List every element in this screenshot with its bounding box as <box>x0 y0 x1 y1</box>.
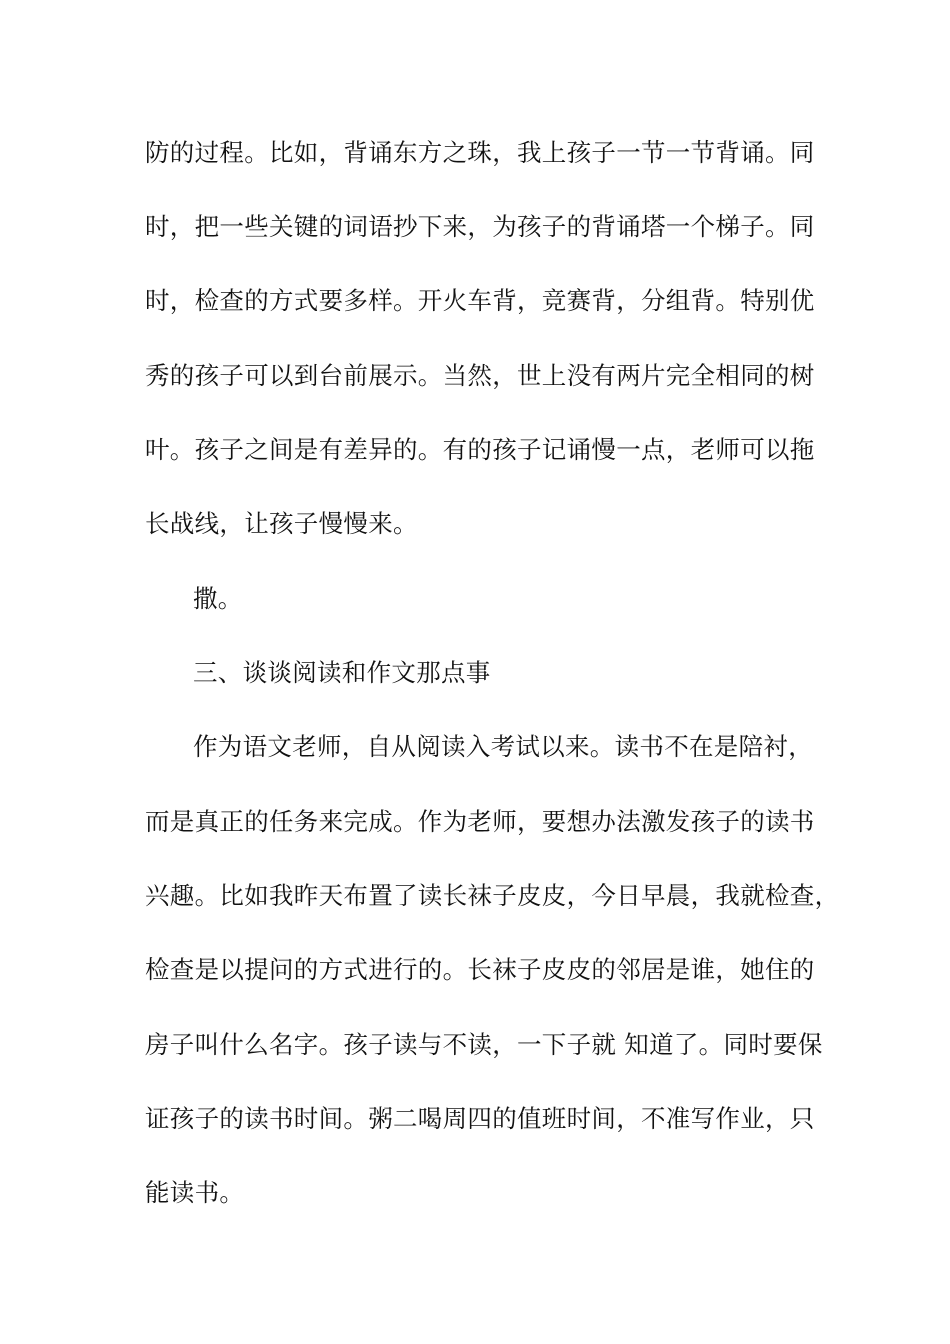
body-text-line: 叶。孩子之间是有差异的。有的孩子记诵慢一点，老师可以拖 <box>145 435 815 464</box>
body-text-line: 房子叫什么名字。孩子读与不读，一下子就 知道了。同时要保 <box>145 1030 823 1059</box>
body-text-line: 证孩子的读书时间。粥二喝周四的值班时间，不准写作业，只 <box>145 1104 815 1133</box>
section-heading: 三、谈谈阅读和作文那点事 <box>193 658 491 687</box>
body-text-line: 检查是以提问的方式进行的。长袜子皮皮的邻居是谁，她住的 <box>145 955 815 984</box>
body-text-line: 撒。 <box>193 584 243 613</box>
body-text-line: 长战线，让孩子慢慢来。 <box>145 509 418 538</box>
body-text-line: 兴趣。比如我昨天布置了读长袜子皮皮，今日早晨，我就检查， <box>145 881 840 910</box>
body-text-line: 防的过程。比如，背诵东方之珠，我上孩子一节一节背诵。同 <box>145 138 815 167</box>
body-text-line: 作为语文老师，自从阅读入考试以来。读书不在是陪衬， <box>193 732 813 761</box>
body-text-line: 时，把一些关键的词语抄下来，为孩子的背诵塔一个梯子。同 <box>145 212 815 241</box>
body-text-line: 能读书。 <box>145 1178 245 1207</box>
body-text-line: 而是真正的任务来完成。作为老师，要想办法激发孩子的读书 <box>145 807 815 836</box>
body-text-line: 时，检查的方式要多样。开火车背，竞赛背，分组背。特别优 <box>145 286 815 315</box>
body-text-line: 秀的孩子可以到台前展示。当然，世上没有两片完全相同的树 <box>145 361 815 390</box>
